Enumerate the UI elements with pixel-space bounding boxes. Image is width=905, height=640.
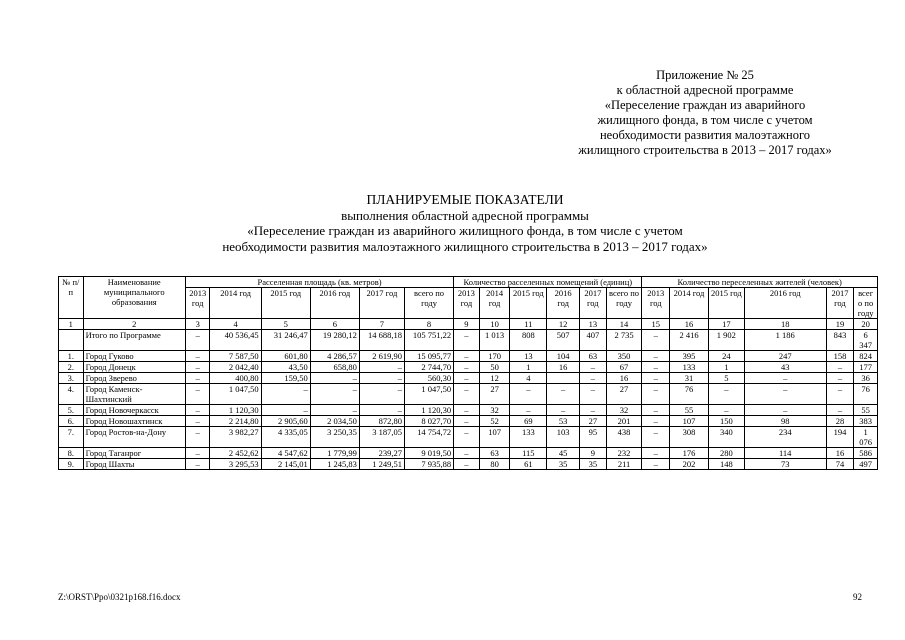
value-cell: – [454, 384, 480, 405]
row-number-cell: 5. [59, 405, 84, 416]
value-cell: – [580, 405, 607, 416]
value-cell: 4 286,57 [310, 351, 359, 362]
value-cell: 1 779,99 [310, 448, 359, 459]
year-header-area: 2013 год [185, 288, 210, 319]
value-cell: 107 [670, 416, 709, 427]
value-cell: – [826, 362, 854, 373]
value-cell: – [642, 330, 670, 351]
group-header-people: Количество переселенных жителей (человек) [642, 277, 878, 288]
year-header-area: 2014 год [210, 288, 261, 319]
value-cell: 14 754,72 [404, 427, 453, 448]
value-cell: 395 [670, 351, 709, 362]
appendix-line: жилищного фонда, в том числе с учетом [597, 113, 813, 127]
municipality-name-cell: Город Каменск-Шахтинский [83, 384, 185, 405]
value-cell: 76 [670, 384, 709, 405]
value-cell: – [454, 330, 480, 351]
value-cell: – [185, 405, 210, 416]
value-cell: 8 027,70 [404, 416, 453, 427]
value-cell: 52 [479, 416, 510, 427]
value-cell: 7 935,88 [404, 459, 453, 470]
municipality-name-cell: Город Шахты [83, 459, 185, 470]
value-cell: – [708, 384, 744, 405]
value-cell: – [642, 405, 670, 416]
value-cell: 1 249,51 [359, 459, 404, 470]
value-cell: 12 [479, 373, 510, 384]
value-cell: 2 619,90 [359, 351, 404, 362]
value-cell: 27 [606, 384, 642, 405]
value-cell: 1 076 [854, 427, 878, 448]
table-row [59, 405, 878, 416]
value-cell: – [580, 373, 607, 384]
year-header-rooms: всего по году [606, 288, 642, 319]
year-header-area: 2016 год [310, 288, 359, 319]
value-cell: 2 145,01 [261, 459, 310, 470]
table-row [59, 448, 878, 459]
value-cell: 13 [510, 351, 547, 362]
value-cell: – [185, 427, 210, 448]
table-body [59, 330, 878, 470]
value-cell: – [454, 351, 480, 362]
value-cell: 104 [547, 351, 580, 362]
row-number-cell: 1. [59, 351, 84, 362]
value-cell: 63 [479, 448, 510, 459]
row-number-cell: 8. [59, 448, 84, 459]
municipality-name-cell: Город Донецк [83, 362, 185, 373]
col-header-num: № п/п [59, 277, 84, 319]
value-cell: 3 250,35 [310, 427, 359, 448]
value-cell: – [454, 373, 480, 384]
value-cell: 176 [670, 448, 709, 459]
value-cell: 53 [547, 416, 580, 427]
value-cell: 36 [854, 373, 878, 384]
value-cell: 1 902 [708, 330, 744, 351]
value-cell: 7 587,50 [210, 351, 261, 362]
value-cell: – [547, 384, 580, 405]
value-cell: 67 [606, 362, 642, 373]
row-number-cell: 7. [59, 427, 84, 448]
column-index-cell: 9 [454, 319, 480, 330]
value-cell: 80 [479, 459, 510, 470]
value-cell: 114 [744, 448, 826, 459]
value-cell: 194 [826, 427, 854, 448]
value-cell: 280 [708, 448, 744, 459]
value-cell: – [547, 405, 580, 416]
value-cell: – [642, 362, 670, 373]
appendix-line: жилищного строительства в 2013 – 2017 годах» [578, 143, 832, 157]
value-cell: – [185, 384, 210, 405]
value-cell: 601,80 [261, 351, 310, 362]
value-cell: 16 [826, 448, 854, 459]
value-cell: 16 [606, 373, 642, 384]
value-cell: 133 [510, 427, 547, 448]
year-header-people: всег о по году [854, 288, 878, 319]
value-cell: 35 [580, 459, 607, 470]
column-index-cell: 3 [185, 319, 210, 330]
value-cell: – [454, 459, 480, 470]
value-cell: – [744, 384, 826, 405]
value-cell: 239,27 [359, 448, 404, 459]
value-cell: – [185, 373, 210, 384]
value-cell: 24 [708, 351, 744, 362]
value-cell: – [261, 405, 310, 416]
value-cell: 177 [854, 362, 878, 373]
year-header-rooms: 2016 год [547, 288, 580, 319]
year-header-rooms: 2017 год [580, 288, 607, 319]
value-cell: 586 [854, 448, 878, 459]
group-header-rooms: Количество расселенных помещений (единиц) [454, 277, 642, 288]
municipality-name-cell: Итого по Программе [83, 330, 185, 351]
value-cell: 50 [479, 362, 510, 373]
value-cell: 507 [547, 330, 580, 351]
value-cell: 170 [479, 351, 510, 362]
value-cell: 2 744,70 [404, 362, 453, 373]
value-cell: 43 [744, 362, 826, 373]
table-row [59, 351, 878, 362]
value-cell: 340 [708, 427, 744, 448]
value-cell: 4 335,05 [261, 427, 310, 448]
value-cell: 16 [547, 362, 580, 373]
year-header-people: 2017 год [826, 288, 854, 319]
value-cell: 400,80 [210, 373, 261, 384]
value-cell: – [185, 351, 210, 362]
value-cell: – [744, 405, 826, 416]
value-cell: 55 [854, 405, 878, 416]
row-number-cell: 2. [59, 362, 84, 373]
value-cell: 63 [580, 351, 607, 362]
value-cell: 1 013 [479, 330, 510, 351]
value-cell: 61 [510, 459, 547, 470]
municipality-name-cell: Город Ростов-на-Дону [83, 427, 185, 448]
value-cell: 32 [606, 405, 642, 416]
value-cell: 4 547,62 [261, 448, 310, 459]
value-cell: 158 [826, 351, 854, 362]
value-cell: – [580, 384, 607, 405]
value-cell: 9 019,50 [404, 448, 453, 459]
value-cell: 45 [547, 448, 580, 459]
value-cell: 40 536,45 [210, 330, 261, 351]
value-cell: 201 [606, 416, 642, 427]
value-cell: – [359, 384, 404, 405]
value-cell: 19 280,12 [310, 330, 359, 351]
row-number-cell: 3. [59, 373, 84, 384]
value-cell: – [359, 405, 404, 416]
value-cell: 105 751,22 [404, 330, 453, 351]
year-header-people: 2015 год [708, 288, 744, 319]
value-cell: 95 [580, 427, 607, 448]
year-header-people: 2016 год [744, 288, 826, 319]
value-cell: 2 735 [606, 330, 642, 351]
value-cell: – [310, 373, 359, 384]
value-cell: 159,50 [261, 373, 310, 384]
column-index-cell: 10 [479, 319, 510, 330]
value-cell: 55 [670, 405, 709, 416]
municipality-name-cell: Город Новочеркасск [83, 405, 185, 416]
year-header-people: 2014 год [670, 288, 709, 319]
value-cell: 74 [826, 459, 854, 470]
year-header-rooms: 2014 год [479, 288, 510, 319]
value-cell: – [642, 427, 670, 448]
value-cell: 115 [510, 448, 547, 459]
value-cell: 9 [580, 448, 607, 459]
column-index-cell: 11 [510, 319, 547, 330]
value-cell: 28 [826, 416, 854, 427]
table-row [59, 427, 878, 448]
value-cell: 1 245,83 [310, 459, 359, 470]
appendix-line: Приложение № 25 [656, 68, 754, 82]
value-cell: 2 452,62 [210, 448, 261, 459]
value-cell: 4 [510, 373, 547, 384]
column-index-cell: 2 [83, 319, 185, 330]
value-cell: 407 [580, 330, 607, 351]
value-cell: 5 [708, 373, 744, 384]
table-row [59, 416, 878, 427]
value-cell: – [185, 330, 210, 351]
value-cell: – [642, 373, 670, 384]
value-cell: 98 [744, 416, 826, 427]
value-cell: 872,80 [359, 416, 404, 427]
value-cell: – [454, 427, 480, 448]
value-cell: 35 [547, 459, 580, 470]
column-index-cell: 12 [547, 319, 580, 330]
header-row-groups [59, 277, 878, 288]
value-cell: 247 [744, 351, 826, 362]
row-number-cell: 9. [59, 459, 84, 470]
value-cell: 658,80 [310, 362, 359, 373]
value-cell: 1 [708, 362, 744, 373]
column-index-cell: 15 [642, 319, 670, 330]
value-cell: 211 [606, 459, 642, 470]
column-index-cell: 14 [606, 319, 642, 330]
value-cell: – [580, 362, 607, 373]
column-index-cell: 18 [744, 319, 826, 330]
value-cell: 497 [854, 459, 878, 470]
year-header-area: 2015 год [261, 288, 310, 319]
row-number-cell: 4. [59, 384, 84, 405]
appendix-line: к областной адресной программе [616, 83, 794, 97]
title-line: «Переселение граждан из аварийного жилищного фонда, в том числе с учетом [247, 223, 683, 238]
value-cell: – [185, 448, 210, 459]
value-cell: 808 [510, 330, 547, 351]
year-header-rooms: 2013 год [454, 288, 480, 319]
value-cell: 1 120,30 [404, 405, 453, 416]
value-cell: – [310, 405, 359, 416]
value-cell: 2 416 [670, 330, 709, 351]
value-cell: – [642, 384, 670, 405]
document-title [80, 192, 850, 254]
value-cell: – [642, 416, 670, 427]
value-cell [547, 373, 580, 384]
value-cell: 350 [606, 351, 642, 362]
value-cell: 15 095,77 [404, 351, 453, 362]
value-cell: 3 187,05 [359, 427, 404, 448]
value-cell: 32 [479, 405, 510, 416]
value-cell: 43,50 [261, 362, 310, 373]
value-cell: 2 034,50 [310, 416, 359, 427]
value-cell: – [642, 448, 670, 459]
value-cell: 1 047,50 [210, 384, 261, 405]
footer-file-path: Z:\ORST\Ppo\0321p168.f16.docx [58, 592, 181, 602]
value-cell: – [826, 384, 854, 405]
value-cell: 103 [547, 427, 580, 448]
municipality-name-cell: Город Новошахтинск [83, 416, 185, 427]
value-cell: 27 [580, 416, 607, 427]
value-cell: – [185, 362, 210, 373]
column-index-cell: 19 [826, 319, 854, 330]
column-index-cell: 16 [670, 319, 709, 330]
value-cell: 150 [708, 416, 744, 427]
value-cell: 824 [854, 351, 878, 362]
value-cell: 6 347 [854, 330, 878, 351]
municipality-name-cell: Город Зверево [83, 373, 185, 384]
value-cell: 3 295,53 [210, 459, 261, 470]
table-row [59, 330, 878, 351]
value-cell: 2 905,60 [261, 416, 310, 427]
title-line: выполнения областной адресной программы [341, 207, 589, 223]
value-cell: – [642, 459, 670, 470]
appendix-line: «Переселение граждан из аварийного [604, 98, 806, 112]
value-cell: 1 [510, 362, 547, 373]
column-index-cell: 17 [708, 319, 744, 330]
value-cell: – [744, 373, 826, 384]
value-cell: 1 186 [744, 330, 826, 351]
value-cell: 383 [854, 416, 878, 427]
value-cell: 31 [670, 373, 709, 384]
value-cell: 2 214,80 [210, 416, 261, 427]
value-cell: 133 [670, 362, 709, 373]
value-cell: 232 [606, 448, 642, 459]
value-cell: 73 [744, 459, 826, 470]
appendix-block [520, 68, 890, 158]
value-cell: – [185, 416, 210, 427]
column-index-cell: 7 [359, 319, 404, 330]
value-cell: 234 [744, 427, 826, 448]
value-cell: – [310, 384, 359, 405]
column-index-cell: 13 [580, 319, 607, 330]
column-index-cell: 8 [404, 319, 453, 330]
value-cell: – [510, 384, 547, 405]
column-index-cell: 6 [310, 319, 359, 330]
header-row-index [59, 319, 878, 330]
value-cell: – [454, 405, 480, 416]
appendix-line: необходимости развития малоэтажного [599, 128, 811, 142]
value-cell: 1 120,30 [210, 405, 261, 416]
value-cell: 202 [670, 459, 709, 470]
value-cell: – [261, 384, 310, 405]
indicators-table [58, 276, 878, 470]
value-cell: – [510, 405, 547, 416]
column-index-cell: 4 [210, 319, 261, 330]
column-index-cell: 1 [59, 319, 84, 330]
title-line: необходимости развития малоэтажного жилищного строительства в 2013 – 2017 годах» [222, 238, 708, 254]
value-cell: 76 [854, 384, 878, 405]
value-cell: 148 [708, 459, 744, 470]
table-row [59, 373, 878, 384]
year-header-area: 2017 год [359, 288, 404, 319]
value-cell: 560,30 [404, 373, 453, 384]
value-cell: – [642, 351, 670, 362]
year-header-area: всего по году [404, 288, 453, 319]
value-cell: – [185, 459, 210, 470]
table-row [59, 459, 878, 470]
value-cell: 69 [510, 416, 547, 427]
value-cell: 107 [479, 427, 510, 448]
value-cell: 27 [479, 384, 510, 405]
value-cell: – [454, 362, 480, 373]
row-number-cell: 6. [59, 416, 84, 427]
value-cell: – [454, 416, 480, 427]
value-cell: 2 042,40 [210, 362, 261, 373]
col-header-name: Наименование муниципального образования [83, 277, 185, 319]
year-header-rooms: 2015 год [510, 288, 547, 319]
column-index-cell: 5 [261, 319, 310, 330]
table-row [59, 384, 878, 405]
value-cell: 308 [670, 427, 709, 448]
title-heading: ПЛАНИРУЕМЫЕ ПОКАЗАТЕЛИ [366, 192, 564, 207]
municipality-name-cell: Город Гуково [83, 351, 185, 362]
municipality-name-cell: Город Таганрог [83, 448, 185, 459]
value-cell: 438 [606, 427, 642, 448]
value-cell: – [708, 405, 744, 416]
column-index-cell: 20 [854, 319, 878, 330]
value-cell: – [359, 373, 404, 384]
value-cell: 3 982,27 [210, 427, 261, 448]
value-cell: – [826, 373, 854, 384]
group-header-area: Расселенная площадь (кв. метров) [185, 277, 453, 288]
value-cell: – [826, 405, 854, 416]
value-cell: – [454, 448, 480, 459]
row-number-cell [59, 330, 84, 351]
year-header-people: 2013 год [642, 288, 670, 319]
footer-page-number: 92 [853, 592, 862, 602]
table-row [59, 362, 878, 373]
value-cell: 1 047,50 [404, 384, 453, 405]
value-cell: – [359, 362, 404, 373]
value-cell: 14 688,18 [359, 330, 404, 351]
value-cell: 31 246,47 [261, 330, 310, 351]
value-cell: 843 [826, 330, 854, 351]
